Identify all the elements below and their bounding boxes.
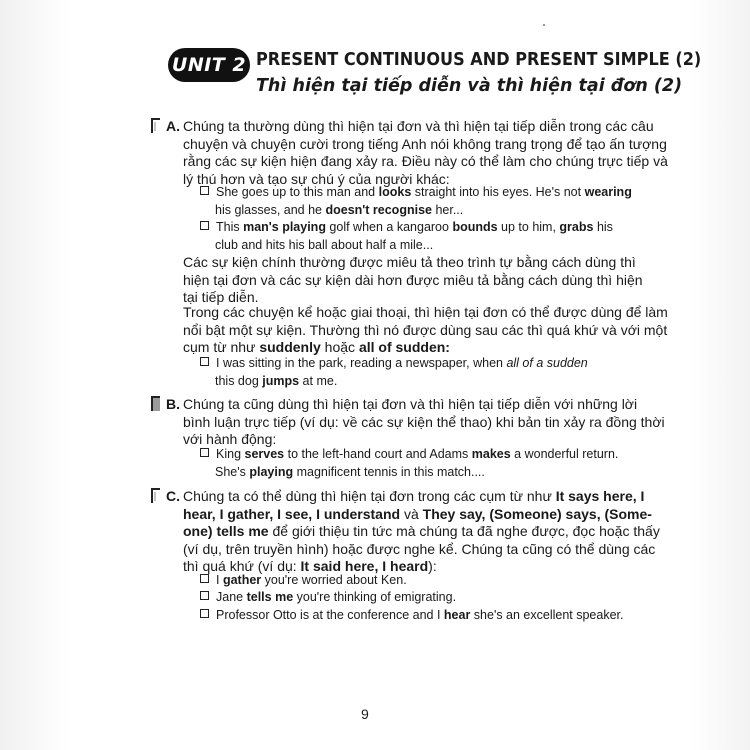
text: at me. [299,373,338,388]
text: makes [471,447,511,461]
section-c-example-3 [200,607,624,625]
checkbox-bullet-icon [200,186,209,195]
text: Jane [216,590,247,604]
text: you're thinking of emigrating. [293,590,457,604]
text-line: Chúng ta cũng dùng thì hiện tại đơn và thì hiện tại tiếp diễn với những lời [183,396,638,412]
text: up to him, [497,220,560,234]
checkbox-bullet-icon [200,574,209,583]
section-a-paragraph-3 [183,304,668,357]
text: looks [378,185,412,199]
text: để giới thiệu tin tức mà chúng ta đã nghe được, đọc hoặc thấy [268,523,660,539]
text: to the left-hand court and Adams [284,447,472,461]
text-line: Chúng ta thường dùng thì hiện tại đơn và thì hiện tại tiếp diễn trong các câu [183,118,654,134]
section-a-example-2 [200,219,613,254]
text: hear [443,608,471,622]
text-line: với hành động: [183,431,277,447]
text-line: rằng các sự kiện hiện đang xảy ra. Điều này có thể làm cho chúng trực tiếp và [183,153,668,169]
section-a-paragraph-2 [183,254,643,307]
section-b-letter: B. [166,396,180,412]
text: all of a sudden [506,356,588,370]
section-b-marker-icon [150,396,162,412]
text: hoặc [320,339,359,355]
text: Chúng ta có thể dùng thì hiện tại đơn trong các cụm từ như [183,488,556,504]
text: you're worried about Ken. [261,573,407,587]
text: she's an excellent speaker. [470,608,624,622]
text: grabs [559,220,594,234]
text: This [216,220,244,234]
text: his [593,220,613,234]
section-c-marker-icon [150,488,162,504]
section-b-paragraph-1 [183,396,665,449]
section-c-example-1 [200,572,600,590]
page-title-vietnamese: Thì hiện tại tiếp diễn và thì hiện tại đơn (2) [256,76,683,96]
text-line: lý thú hơn và tạo sự chú ý của người khác: [183,170,450,187]
text: bounds [452,220,498,234]
text: It said here, I heard [300,558,429,574]
text: tells me [246,590,294,604]
text: cụm từ như [183,339,260,355]
page-title-english: PRESENT CONTINUOUS AND PRESENT SIMPLE (2) [256,50,702,70]
text: It says here, I [555,488,645,504]
text-line: nổi bật một sự kiện. Thường thì nó được dùng sau các thì quá khứ và với một [183,321,668,338]
text: magnificent tennis in this match.... [293,464,485,479]
section-b-example-1 [200,446,619,481]
text: her... [431,202,464,217]
checkbox-bullet-icon [200,448,209,457]
text: They say, (Someone) says, (Some- [422,505,652,522]
section-a-example-3 [200,355,600,390]
checkbox-bullet-icon [200,609,209,618]
text: She goes up to this man and [216,185,379,199]
text: this dog [215,373,263,388]
section-a-letter: A. [166,118,180,134]
text: thì quá khứ (ví dụ: [183,558,301,574]
text: Professor Otto is at the conference and I [216,608,444,622]
text: all of sudden: [358,339,450,355]
text: one) tells me [183,523,269,539]
text: doesn't recognise [325,202,432,217]
text: golf when a kangaroo [325,220,453,234]
text-line: Các sự kiện chính thường được miêu tả theo trình tự bằng cách dùng thì [183,254,636,270]
text: và [400,505,423,522]
text: wearing [584,185,632,199]
text: King [216,447,245,461]
text: serves [244,447,285,461]
text-line: chuyện và chuyện cười trong tiếng Anh nói không trang trọng để tạo ấn tượng [183,135,667,152]
text: I was sitting in the park, reading a newspaper, when [216,356,507,370]
section-c-example-2 [200,589,600,607]
text: jumps [262,373,300,388]
text: I [216,573,223,587]
text: She's [215,464,250,479]
page-number: 9 [361,706,369,722]
text: man's playing [243,220,326,234]
text-line: (ví dụ, trên truyền hình) hoặc được nghe kể. Chúng ta cũng có thể dùng các [183,540,656,557]
checkbox-bullet-icon [200,591,209,600]
text: straight into his eyes. He's not [411,185,585,199]
text: gather [222,573,262,587]
text: club and hits his ball about half a mile... [215,237,434,252]
section-c-paragraph-1 [183,488,660,576]
section-a-example-1 [200,184,632,219]
text: playing [249,464,294,479]
text-line: Trong các chuyện kể hoặc giai thoại, thì hiện tại đơn có thể được dùng để làm [183,304,668,320]
text: hear, I gather, I see, I understand [183,505,401,522]
checkbox-bullet-icon [200,357,209,366]
section-a-paragraph-1 [183,118,668,188]
text: his glasses, and he [215,202,326,217]
text: a wonderful return. [510,447,619,461]
section-c-letter: C. [166,488,180,504]
print-speck [543,24,545,26]
section-a-marker-icon [150,118,162,134]
checkbox-bullet-icon [200,221,209,230]
text-line: hiện tại đơn và các sự kiện dài hơn được miêu tả bằng cách dùng thì hiện [183,271,643,288]
text: ): [428,558,437,574]
text: suddenly [259,339,321,355]
unit-badge: UNIT 2 [168,48,250,82]
text-line: bình luận trực tiếp (ví dụ: về các sự kiện thể thao) khi bản tin xảy ra đồng thời [183,413,665,430]
text-line: tại tiếp diễn. [183,289,259,305]
